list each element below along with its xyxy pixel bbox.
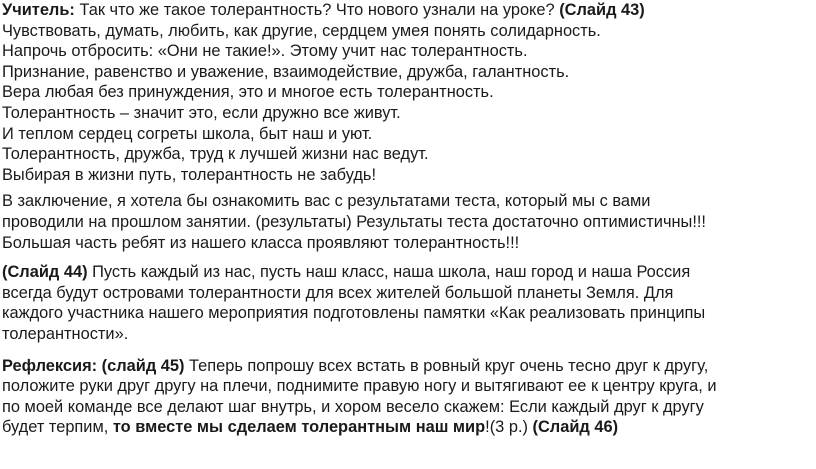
slide-44-line-1-text: Пусть каждый из нас, пусть наш класс, наша школа, наш город и наша Россия: [87, 263, 691, 282]
speaker-label: Учитель:: [2, 1, 75, 19]
poem-line-1: [2, 0, 812, 21]
poem-line-6: Толерантность – значит это, если дружно все живут.: [2, 103, 401, 122]
poem-line-1-text: Так что же такое толерантность? Что нового узнали на уроке?: [74, 1, 560, 19]
conclusion-line-3: Большая часть ребят из нашего класса проявляют толерантность!!!: [2, 233, 520, 252]
reflection-line-3: по моей команде все делают шаг внутрь, и хором весело скажем: Если каждый друг к другу: [2, 397, 704, 416]
poem-paragraph: [2, 0, 812, 185]
slide-44-label: (Слайд 44): [2, 263, 88, 282]
document-body: [2, 0, 812, 438]
poem-line-8: Толерантность, дружба, труд к лучшей жизни нас ведут.: [2, 145, 429, 164]
conclusion-line-1: В заключение, я хотела бы ознакомить вас с результатами теста, который мы с вами: [2, 192, 651, 211]
reflection-line-4: [2, 417, 812, 438]
poem-line-5: Вера любая без принуждения, это и многое есть толерантность.: [2, 83, 494, 102]
poem-line-3: Напрочь отбросить: «Они не такие!». Этому учит нас толерантность.: [2, 42, 528, 61]
reflection-paragraph: [2, 356, 812, 438]
slide-46-label: (Слайд 46): [532, 418, 619, 437]
poem-line-2: Чувствовать, думать, любить, как другие, сердцем умея понять солидарность.: [2, 21, 601, 40]
slide-44-line-3: каждого участника нашего мероприятия подготовлены памятки «Как реализовать принципы: [2, 304, 706, 323]
poem-line-9: Выбирая в жизни путь, толерантность не забудь!: [2, 165, 376, 184]
slide-43-label: (Слайд 43): [559, 1, 645, 19]
slide-44-paragraph: [2, 262, 812, 344]
slide-44-line-4: толерантности».: [2, 324, 129, 343]
reflection-label: Рефлексия: (слайд 45): [2, 356, 185, 375]
slide-44-line-1: [2, 262, 812, 283]
reflection-line-4-text: будет терпим,: [2, 418, 113, 437]
conclusion-line-2: проводили на прошлом занятии. (результаты) Результаты теста достаточно оптимистичны!!!: [2, 212, 706, 231]
reflection-line-1-text: Теперь попрошу всех встать в ровный круг очень тесно друг к другу,: [184, 356, 709, 375]
reflection-line-2: положите руки друг другу на плечи, поднимите правую ногу и вытягивают ее к центру круга, и: [2, 377, 717, 396]
reflection-line-1: [2, 356, 812, 377]
reflection-repeat-note: !(3 р.): [485, 418, 533, 437]
poem-line-4: Признание, равенство и уважение, взаимодействие, дружба, галантность.: [2, 62, 570, 81]
conclusion-paragraph: [2, 191, 812, 253]
slide-44-line-2: всегда будут островами толерантности для всех жителей большой планеты Земля. Для: [2, 283, 674, 302]
poem-line-7: И теплом сердец согреты школа, быт наш и уют.: [2, 124, 373, 143]
reflection-slogan: то вместе мы сделаем толерантным наш мир: [112, 418, 486, 437]
